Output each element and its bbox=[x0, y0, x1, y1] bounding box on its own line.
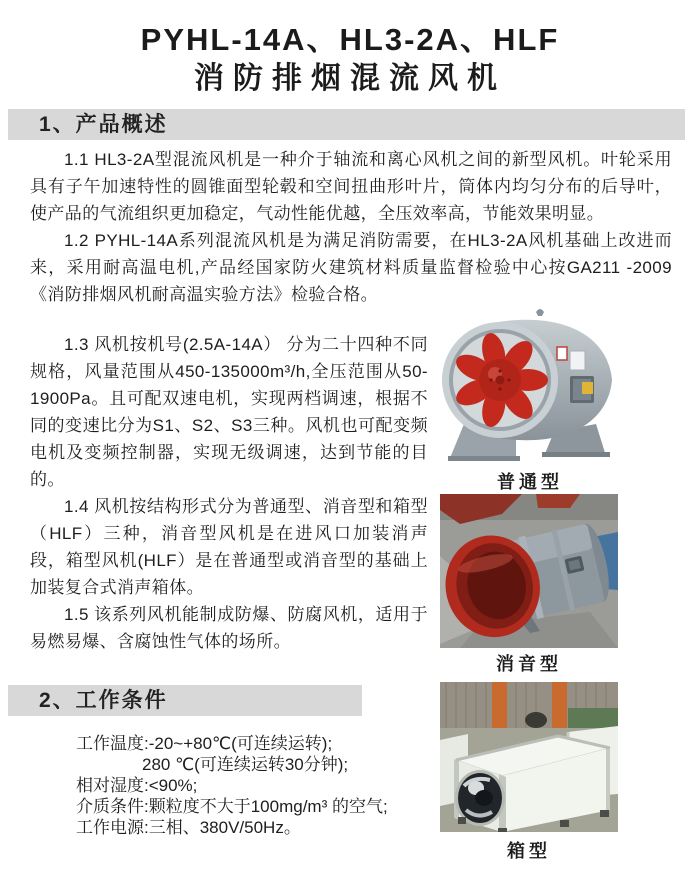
paragraph-1-4: 1.4 风机按结构形式分为普通型、消音型和箱型（HLF）三种，消音型风机是在进风口加装消声段，箱型风机(HLF）是在普通型或消音型的基础上加装复合式消声箱体。 bbox=[30, 497, 428, 597]
orange-pillar bbox=[552, 682, 567, 728]
green-fence bbox=[568, 708, 618, 728]
paragraph-1-3: 1.3 风机按机号(2.5A-14A） 分为二十四种不同规格，风量范围从450-135000m³/h,全压范围从50-1900Pa。且可配双速电机，实现两档调速，根据不同的变速比分为S1、S2、S3三种。风机也可配变频电机及变频控制器，实现无级调速，达到节能的目的。 bbox=[30, 335, 428, 489]
page-title-line1: PYHL-14A、HL3-2A、HLF bbox=[140, 22, 560, 57]
caption-normal-type: 普通型 bbox=[497, 472, 563, 492]
figure-box-type bbox=[440, 682, 618, 832]
paragraph-1-1: 1.1 HL3-2A型混流风机是一种介于轴流和离心风机之间的新型风机。叶轮采用具有子午加速特性的圆锥面型轮毂和空间扭曲形叶片，筒体内均匀分布的后导叶，使产品的气流组织更加稳定，气动性能优越，全压效率高，节能效果明显。 bbox=[30, 150, 672, 223]
fan-photo-silencer bbox=[440, 494, 618, 648]
fan-photo-box bbox=[440, 682, 618, 832]
red-label bbox=[557, 347, 567, 360]
caption-box-type: 箱型 bbox=[507, 841, 551, 861]
condition-temperature-line2: 280 ℃(可连续运转30分钟); bbox=[142, 755, 349, 774]
paragraph-1-5: 1.5 该系列风机能制成防爆、防腐风机，适用于易燃易爆、含腐蚀性气体的场所。 bbox=[30, 605, 428, 651]
page-title-line2: 消防排烟混流风机 bbox=[194, 62, 506, 95]
condition-power: 工作电源:三相、380V/50Hz。 bbox=[76, 818, 301, 837]
paragraph-1-2: 1.2 PYHL-14A系列混流风机是为满足消防需要，在HL3-2A风机基础上改进而来，采用耐高温电机,产品经国家防火建筑材料质量监督检验中心按GA211 -2009《消防排烟风机耐高温实验方法》检验合格。 bbox=[30, 231, 672, 304]
warning-sticker bbox=[582, 382, 593, 394]
figure-silencer-type bbox=[440, 494, 618, 648]
condition-temperature-line1: 工作温度:-20~+80℃(可连续运转); bbox=[76, 734, 333, 753]
condition-humidity: 相对湿度:<90%; bbox=[76, 776, 198, 795]
section-heading-overview: 1、产品概述 bbox=[8, 109, 685, 140]
condition-medium: 介质条件:颗粒度不大于100mg/m³ 的空气; bbox=[76, 797, 388, 816]
working-conditions-list bbox=[76, 733, 388, 838]
figure-normal-type bbox=[436, 298, 624, 466]
orange-pillar bbox=[492, 682, 507, 728]
overview-paragraphs-narrow bbox=[30, 331, 428, 655]
spec-label bbox=[570, 351, 585, 370]
caption-silencer-type: 消音型 bbox=[496, 654, 562, 674]
overview-paragraphs-wide bbox=[30, 146, 672, 308]
fan-photo-normal bbox=[436, 298, 624, 466]
section-heading-working-conditions: 2、工作条件 bbox=[8, 685, 362, 716]
